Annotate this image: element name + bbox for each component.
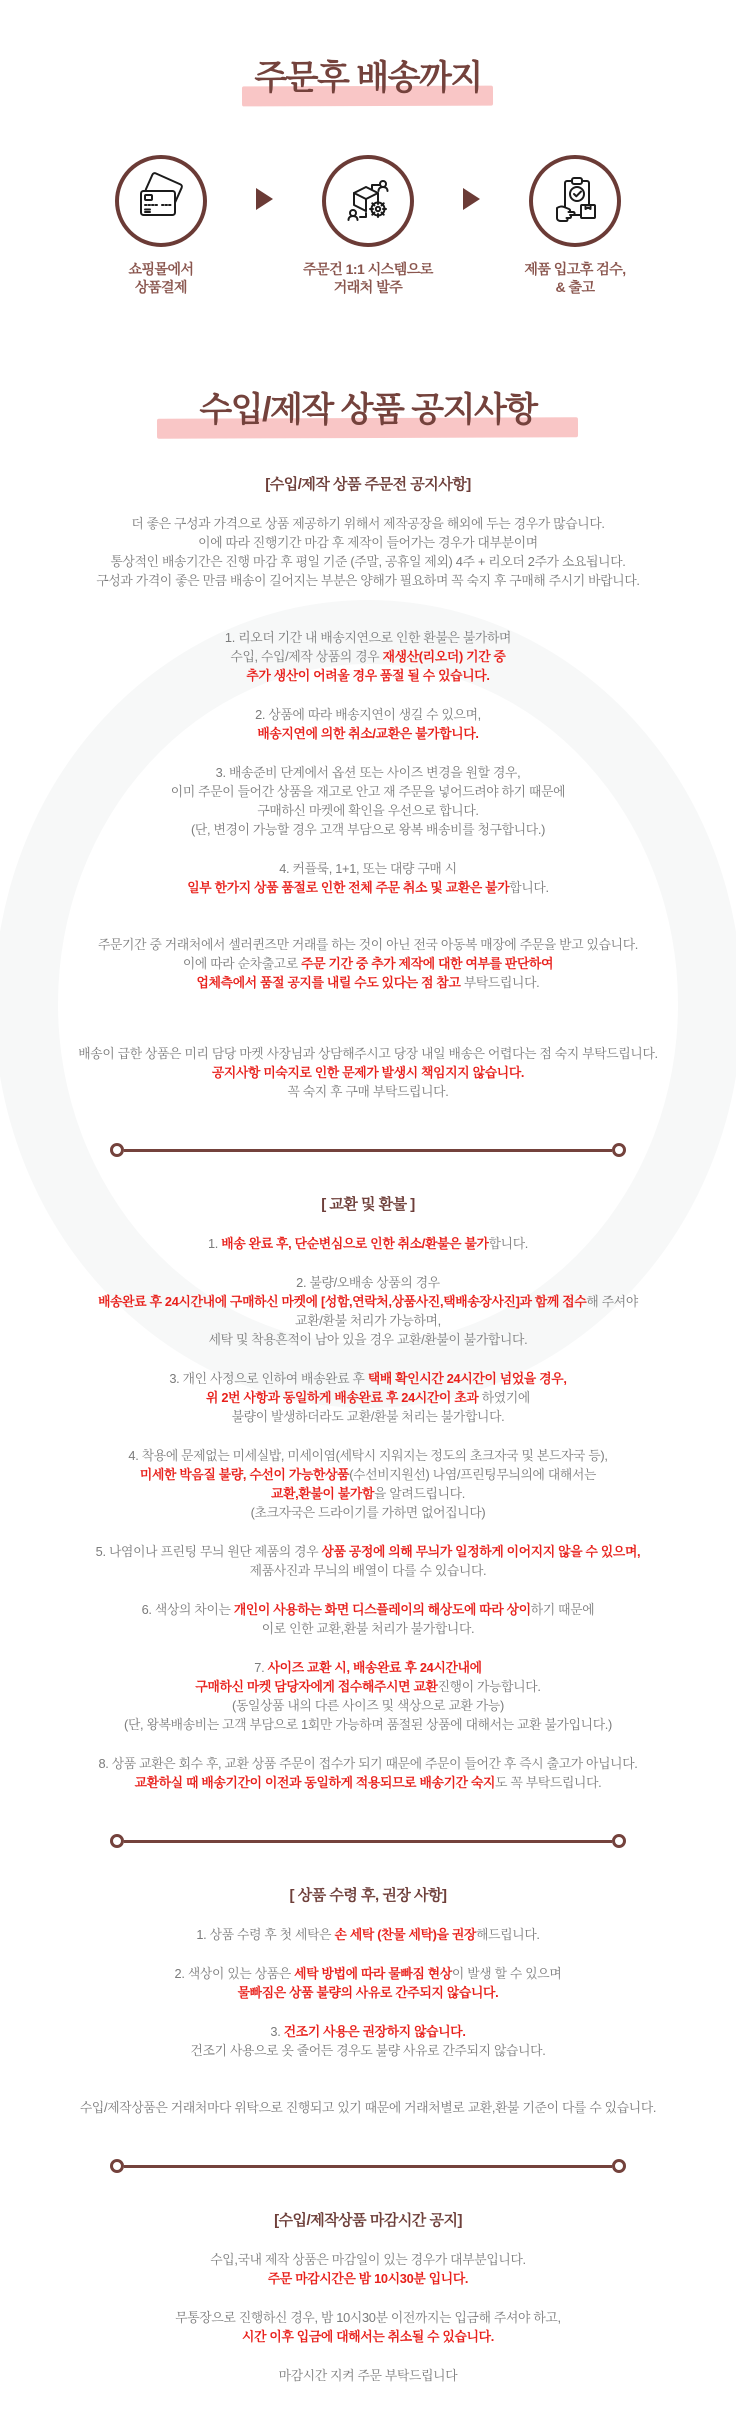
body-text: 하였기에 [481,1390,530,1405]
emphasis-text: 개인이 사용하는 화면 디스플레이의 해상도에 따라 상이 [233,1602,531,1617]
emphasis-text: 공지사항 미숙지로 인한 문제가 발생시 책임지지 않습니다. [211,1065,525,1080]
step-payment [66,155,256,296]
notice-line [18,1311,718,1330]
notice-paragraph [18,2250,718,2288]
emphasis-text: 위 2번 사항과 동일하게 배송완료 후 24시간이 초과 [206,1390,482,1405]
notice-line [18,973,718,992]
inspection-icon [549,175,601,227]
notice-paragraph [18,2022,718,2060]
section-divider [110,1834,626,1848]
body-text: (초크자국은 드라이기를 가하면 없어집니다) [250,1505,486,1520]
order-system-icon [342,175,394,227]
body-text: 4. 착용에 문제없는 미세실밥, 미세이염(세탁시 지워지는 정도의 초크자국 및 본드자국 등), [128,1448,608,1463]
notice-line [18,1484,718,1503]
notice-paragraph [18,1925,718,1944]
body-text: 해 주셔야 [586,1294,638,1309]
notice-line [18,1677,718,1696]
notice-line [18,1925,718,1944]
notice-line [18,2308,718,2327]
notice-line [18,1465,718,1484]
notice-line [18,1964,718,1983]
emphasis-text: 시간 이후 입금에 대해서는 취소될 수 있습니다. [242,2329,494,2344]
body-text: 구성과 가격이 좋은 만큼 배송이 길어지는 부분은 양해가 필요하며 꼭 숙지 후 구매해 주시기 바랍니다. [96,573,640,588]
section-heading: [ 교환 및 환불 ] [321,1196,415,1213]
notice-line [18,1407,718,1426]
emphasis-text: 세탁 방법에 따라 물빠짐 현상 [294,1966,452,1981]
notice-paragraph [18,1446,718,1522]
caption-line: 상품결제 [134,279,188,295]
notice-line [18,1696,718,1715]
body-text: 3. 배송준비 단계에서 옵션 또는 사이즈 변경을 원할 경우, [215,765,521,780]
body-text: (단, 변경이 가능할 경우 고객 부담으로 왕복 배송비를 청구합니다.) [190,822,546,837]
notice-line [18,1600,718,1619]
notice-line [18,1063,718,1082]
section-divider [110,1143,626,1157]
body-text: (단, 왕복배송비는 고객 부담으로 1회만 가능하며 품절된 상품에 대해서는 교환 불가입니다.) [123,1717,613,1732]
step-order-system [273,155,463,296]
divider-ring-icon [110,2159,124,2173]
body-text: 합니다. [509,880,549,895]
notice-line [18,1446,718,1465]
body-text: 이 발생 할 수 있으며 [451,1966,562,1981]
arrow-right-icon [256,188,273,210]
body-text: 통상적인 배송기간은 진행 마감 후 평일 기준 (주말, 공휴일 제외) 4주 + 리오더 2주가 소요됩니다. [110,554,626,569]
emphasis-text: 주문 기간 중 추가 제작에 대한 여부를 판단하여 [301,956,554,971]
body-text: 무통장으로 진행하신 경우, 밤 10시30분 이전까지는 입금해 주셔야 하고, [175,2310,561,2325]
notice-line [18,533,718,552]
notice-line [18,1082,718,1101]
notice-line [18,2269,718,2288]
body-text: 더 좋은 구성과 가격으로 상품 제공하기 위해서 제작공장을 해외에 두는 경우가 많습니다. [131,516,605,531]
order-process-steps [18,155,718,296]
step-inspection-circle [529,155,621,247]
notice-paragraph [18,1658,718,1734]
divider-ring-icon [612,1834,626,1848]
body-text: 마감시간 지켜 주문 부탁드립니다 [278,2368,458,2383]
emphasis-text: 추가 생산이 어려울 경우 품절 될 수 있습니다. [246,668,490,683]
step-inspection-caption [524,260,625,296]
body-text: 이로 인한 교환,환불 처리가 불가합니다. [261,1621,475,1636]
notice-line [18,1234,718,1253]
notice-line [18,820,718,839]
body-text: 부탁드립니다. [463,975,540,990]
notice-paragraph [18,514,718,590]
emphasis-text: 재생산(리오더) 기간 중 [382,649,506,664]
body-text: 진행이 가능합니다. [437,1679,541,1694]
divider-ring-icon [110,1834,124,1848]
body-text: 이에 따라 순차출고로 [182,956,302,971]
body-text: 7. [254,1660,268,1675]
emphasis-text: 교환,환불이 불가함 [271,1486,375,1501]
notice-line [18,1561,718,1580]
body-text: 이에 따라 진행기간 마감 후 제작이 들어가는 경우가 대부분이며 [198,535,538,550]
body-text: 불량이 발생하더라도 교환/환불 처리는 불가합니다. [231,1409,505,1424]
notice-line [18,878,718,897]
notice-flow [18,473,718,2425]
body-text: 8. 상품 교환은 회수 후, 교환 상품 주문이 접수가 되기 때문에 주문이 들어간 후 즉시 출고가 아닙니다. [98,1756,638,1771]
notice-paragraph [18,1234,718,1253]
credit-card-icon [135,175,187,227]
notice-line [18,1369,718,1388]
notice-paragraph [18,1273,718,1349]
notice-line [18,2098,718,2117]
body-text: 이미 주문이 들어간 상품을 재고로 안고 재 주문을 넣어드려야 하기 때문에 [170,784,566,799]
section-heading: [ 상품 수령 후, 권장 사항] [289,1887,447,1904]
divider-rule [124,2165,612,2168]
notice-paragraph [18,2098,718,2117]
notice-line [18,552,718,571]
emphasis-text: 택배 확인시간 24시간이 넘었을 경우, [367,1371,567,1386]
notice-paragraph [18,763,718,839]
page-title-import-notice [18,382,718,431]
page-title-text: 수입/제작 상품 공지사항 [195,382,540,431]
emphasis-text: 일부 한가지 상품 품절로 인한 전체 주문 취소 및 교환은 불가 [187,880,510,895]
divider-ring-icon [612,1143,626,1157]
notice-line [18,859,718,878]
divider-ring-icon [110,1143,124,1157]
body-text: 구매하신 마켓에 확인을 우선으로 합니다. [257,803,479,818]
notice-line [18,1619,718,1638]
notice-line [18,2250,718,2269]
divider-ring-icon [612,2159,626,2173]
body-text: 세탁 및 착용흔적이 남아 있을 경우 교환/환불이 불가합니다. [208,1332,528,1347]
divider-rule [124,1149,612,1152]
notice-paragraph [18,705,718,743]
body-text: 꼭 숙지 후 구매 부탁드립니다. [287,1084,449,1099]
step-inspection [480,155,670,296]
notice-line [18,1658,718,1677]
page-title-order-to-delivery [18,0,718,99]
notice-line [18,763,718,782]
body-text: 2. 불량/오배송 상품의 경우 [296,1275,440,1290]
body-text: (동일상품 내의 다른 사이즈 및 색상으로 교환 가능) [232,1698,504,1713]
body-text: 제품사진과 무늬의 배열이 다를 수 있습니다. [249,1563,487,1578]
body-text: 1. [207,1236,222,1251]
body-text: 수입, 수입/제작 상품의 경우 [230,649,383,664]
step-payment-caption [128,260,193,296]
notice-line [18,954,718,973]
emphasis-text: 손 세탁 (찬물 세탁)을 권장 [334,1927,477,1942]
section-divider [110,2159,626,2173]
body-text: (수선비지원선) 나염/프린팅무늬의에 대해서는 [349,1467,597,1482]
notice-line [18,705,718,724]
notice-line [18,1388,718,1407]
body-text: 을 알려드립니다. [374,1486,465,1501]
emphasis-text: 구매하신 마켓 담당자에게 접수해주시면 교환 [195,1679,438,1694]
step-payment-circle [115,155,207,247]
notice-line [18,1754,718,1773]
notice-line [18,514,718,533]
caption-line: & 출고 [555,279,595,295]
step-order-system-caption [303,260,433,296]
notice-line [18,1273,718,1292]
body-text: 3. [270,2024,284,2039]
body-text: 5. 나염이나 프린팅 무늬 원단 제품의 경우 [95,1544,322,1559]
body-text: 수입,국내 제작 상품은 마감일이 있는 경우가 대부분입니다. [210,2252,526,2267]
notice-line [18,1773,718,1792]
notice-line [18,801,718,820]
step-order-system-circle [322,155,414,247]
notice-paragraph [18,2308,718,2346]
notice-line [18,1542,718,1561]
notice-line [18,1292,718,1311]
emphasis-text: 건조기 사용은 권장하지 않습니다. [283,2024,466,2039]
body-text: 1. 상품 수령 후 첫 세탁은 [196,1927,335,1942]
divider-rule [124,1840,612,1843]
section-heading: [수입/제작 상품 주문전 공지사항] [265,476,471,493]
notice-line [18,1715,718,1734]
notice-paragraph [18,935,718,992]
caption-line: 제품 입고후 검수, [524,261,626,277]
caption-line: 쇼핑몰에서 [128,261,194,277]
notice-line [18,2041,718,2060]
notice-paragraph [18,1754,718,1792]
arrow-right-icon [463,188,480,210]
body-text: 합니다. [488,1236,529,1251]
notice-line [18,1330,718,1349]
emphasis-text: 배송지연에 의한 취소/교환은 불가합니다. [257,726,479,741]
emphasis-text: 사이즈 교환 시, 배송완료 후 24시간내에 [267,1660,482,1675]
notice-line [18,647,718,666]
body-text: 3. 개인 사정으로 인하여 배송완료 후 [169,1371,368,1386]
emphasis-text: 배송완료 후 24시간내에 구매하신 마켓에 [성함,연락처,상품사진,택배송장사진]과 함께 접수 [98,1294,587,1309]
body-text: 주문기간 중 거래처에서 셀러퀸즈만 거래를 하는 것이 아닌 전국 아동복 매장에 주문을 받고 있습니다. [97,937,639,952]
body-text: 배송이 급한 상품은 미리 담당 마켓 사장님과 상담해주시고 당장 내일 배송은 어렵다는 점 숙지 부탁드립니다. [78,1046,658,1061]
notice-paragraph [18,1542,718,1580]
body-text: 교환/환불 처리가 가능하며, [295,1313,441,1328]
notice-line [18,628,718,647]
notice-line [18,666,718,685]
emphasis-text: 상품 공정에 의해 무늬가 일정하게 이어지지 않을 수 있으며, [321,1544,641,1559]
body-text: 건조기 사용으로 옷 줄어든 경우도 불량 사유로 간주되지 않습니다. [190,2043,546,2058]
body-text: 2. 상품에 따라 배송지연이 생길 수 있으며, [255,707,481,722]
notice-line [18,782,718,801]
body-text: 해드립니다. [476,1927,540,1942]
notice-line [18,935,718,954]
notice-line [18,724,718,743]
notice-paragraph [18,1600,718,1638]
notice-paragraph [18,1369,718,1426]
caption-line: 주문건 1:1 시스템으로 [303,261,433,277]
emphasis-text: 미세한 박음질 불량, 수선이 가능한상품 [139,1467,350,1482]
body-text: 4. 커플룩, 1+1, 또는 대량 구매 시 [279,861,457,876]
emphasis-text: 업체측에서 품절 공지를 내릴 수도 있다는 점 참고 [196,975,464,990]
notice-line [18,1983,718,2002]
emphasis-text: 주문 마감시간은 밤 10시30분 입니다. [267,2271,469,2286]
body-text: 수입/제작상품은 거래처마다 위탁으로 진행되고 있기 때문에 거래처별로 교환,환불 기준이 다를 수 있습니다. [79,2100,657,2115]
section-heading: [수입/제작상품 마감시간 공지] [274,2212,462,2229]
emphasis-text: 배송 완료 후, 단순변심으로 인한 취소/환불은 불가 [221,1236,489,1251]
notice-line [18,571,718,590]
body-text: 2. 색상이 있는 상품은 [174,1966,295,1981]
notice-line [18,2022,718,2041]
notice-paragraph [18,628,718,685]
notice-line [18,1503,718,1522]
body-text: 6. 색상의 차이는 [141,1602,234,1617]
page-title-text: 주문후 배송까지 [250,50,485,99]
shipping-notice-page [18,0,718,2383]
notice-line [18,2366,718,2385]
body-text: 도 꼭 부탁드립니다. [495,1775,602,1790]
caption-line: 거래처 발주 [333,279,403,295]
body-text: 1. 리오더 기간 내 배송지연으로 인한 환불은 불가하며 [224,630,512,645]
notice-line [18,2327,718,2346]
notice-paragraph [18,2366,718,2385]
emphasis-text: 물빠짐은 상품 불량의 사유로 간주되지 않습니다. [237,1985,499,2000]
notice-paragraph [18,1044,718,1101]
body-text: 하기 때문에 [530,1602,595,1617]
notice-line [18,1044,718,1063]
notice-paragraph [18,1964,718,2002]
emphasis-text: 교환하실 때 배송기간이 이전과 동일하게 적용되므로 배송기간 숙지 [134,1775,496,1790]
notice-paragraph [18,859,718,897]
